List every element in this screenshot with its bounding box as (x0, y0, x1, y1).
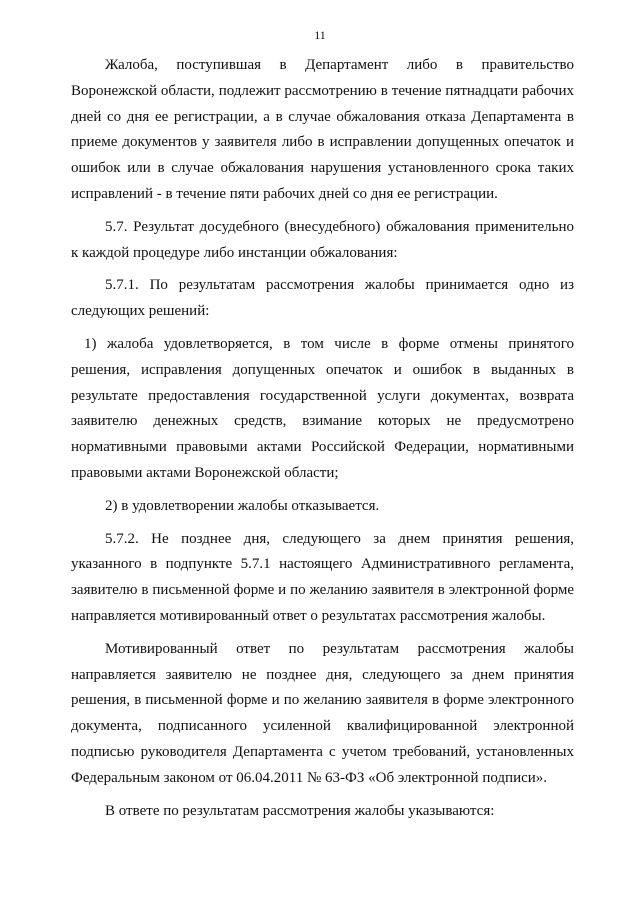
list-item-2: 2) в удовлетворении жалобы отказывается. (105, 497, 380, 514)
paragraph-complaint-review-period: Жалоба, поступившая в Департамент либо в правительство Воронежской области, подлежит рассмотрению в течение пятнадцати рабочих дней со дня ее регистрации, а в случае обжалования отказа Департамента в приеме документов у заявителя либо в исправлении допущенных опечаток и ошибок или в случае обжалования нарушения установленного срока таких исправлений - в течение пяти рабочих дней со дня ее регистрации. (71, 57, 574, 202)
paragraph-answer-contents: В ответе по результатам рассмотрения жалобы указываются: (105, 802, 495, 819)
paragraph-motivated-answer: Мотивированный ответ по результатам рассмотрения жалобы направляется заявителю не позднее дня, следующего за днем принятия решения, в письменной форме и по желанию заявителя в форме электронного документа, подписанного усиленной квалифицированной электронной подписью руководителя Департамента с учетом требований, установленных Федеральным законом от 06.04.2011 № 63-ФЗ «Об электронной подписи». (71, 640, 574, 786)
paragraph-5-7-1: 5.7.1. По результатам рассмотрения жалобы принимается одно из следующих решений: (71, 277, 574, 320)
document-body (71, 53, 574, 831)
page-number: 11 (314, 28, 326, 42)
paragraph-5-7-2: 5.7.2. Не позднее дня, следующего за днем принятия решения, указанного в подпункте 5.7.1 настоящего Административного регламента, заявителю в письменной форме и по желанию заявителя в электронной форме направляется мотивированный ответ о результатах рассмотрения жалобы. (71, 530, 574, 624)
paragraph-5-7: 5.7. Результат досудебного (внесудебного) обжалования применительно к каждой процедуре либо инстанции обжалования: (71, 218, 574, 261)
list-item-1: 1) жалоба удовлетворяется, в том числе в форме отмены принятого решения, исправления допущенных опечаток и ошибок в выданных в результате предоставления государственной услуги документах, возврата заявителю денежных средств, взимание которых не предусмотрено нормативными правовыми актами Российской Федерации, нормативными правовыми актами Воронежской области; (71, 335, 574, 481)
